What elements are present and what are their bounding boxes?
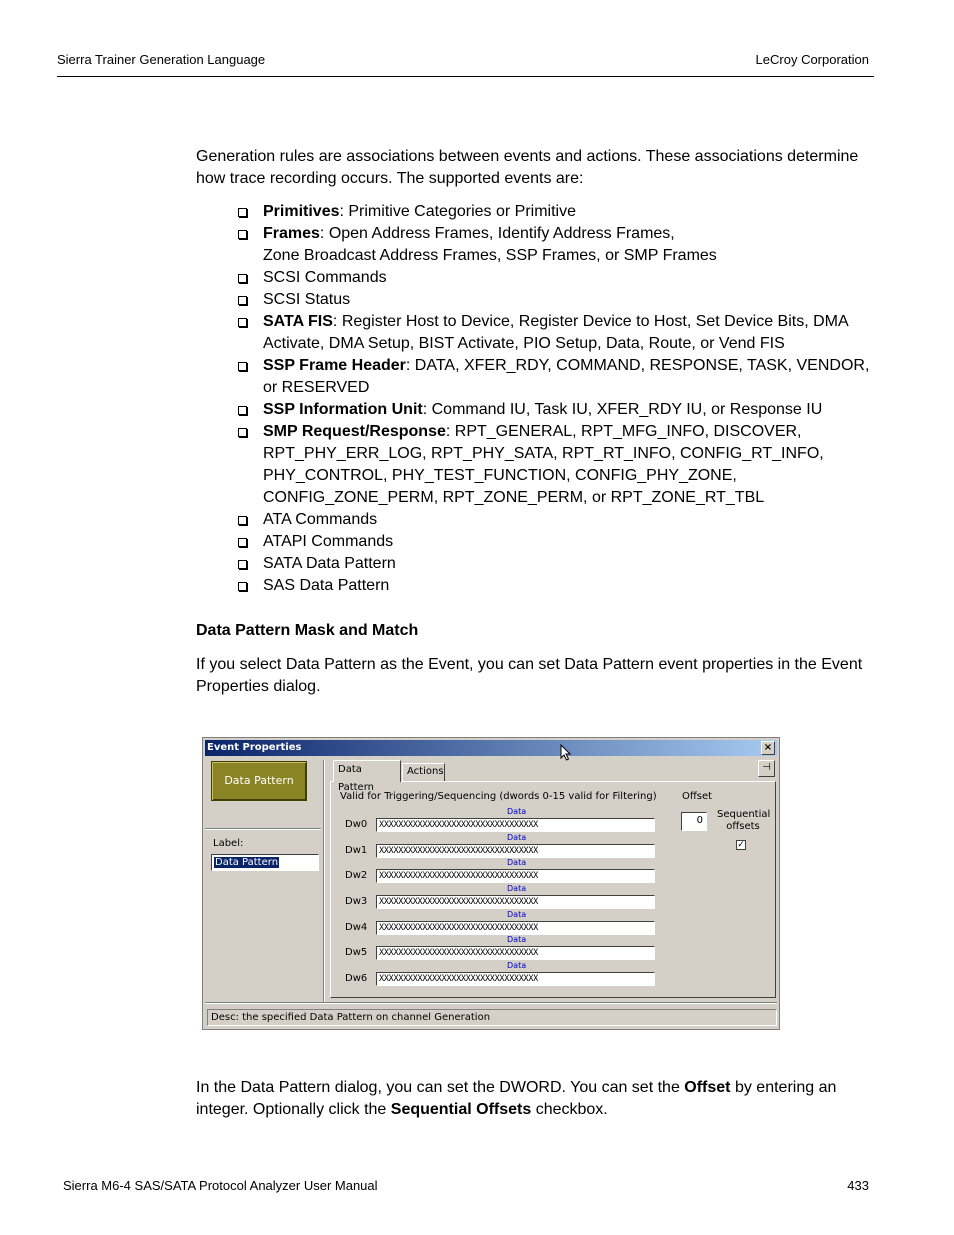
dword-input[interactable]: XXXXXXXXXXXXXXXXXXXXXXXXXXXXXXXXX	[376, 946, 655, 960]
dword-input[interactable]: XXXXXXXXXXXXXXXXXXXXXXXXXXXXXXXXX	[376, 921, 655, 935]
list-item: SCSI Status	[237, 289, 877, 311]
page-number: 433	[847, 1178, 869, 1193]
dword-row	[345, 910, 665, 936]
label-caption: Label:	[213, 838, 244, 849]
dword-row	[345, 858, 665, 884]
close-button[interactable]: ×	[761, 741, 775, 755]
dword-row	[345, 807, 665, 833]
list-item: SMP Request/Response: RPT_GENERAL, RPT_MFG_INFO, DISCOVER, RPT_PHY_ERR_LOG, RPT_PHY_SATA, RPT_RT_INFO, CONFIG_RT_INFO, PHY_CONTROL, PHY_TEST_FUNCTION, CONFIG_PHY_ZONE, CONFIG_ZONE_PERM, RPT_ZONE_PERM, or RPT_ZONE_RT_TBL	[237, 421, 877, 509]
checkbox-bullet-icon	[238, 318, 247, 327]
tab-data-pattern[interactable]: Data Pattern	[333, 760, 401, 782]
dword-label: Dw6	[345, 973, 368, 984]
checkbox-bullet-icon	[238, 406, 247, 415]
event-properties-dialog	[202, 737, 780, 1030]
dword-label: Dw0	[345, 819, 368, 830]
header-rule	[57, 76, 874, 77]
dialog-title: Event Properties	[207, 742, 302, 753]
list-item: SCSI Commands	[237, 267, 877, 289]
checkbox-bullet-icon	[238, 560, 247, 569]
checkbox-bullet-icon	[238, 274, 247, 283]
running-header-title: Sierra Trainer Generation Language	[57, 52, 266, 67]
section-paragraph: If you select Data Pattern as the Event, you can set Data Pattern event properties in the Event Properties dialog.	[196, 656, 863, 695]
list-item: SSP Information Unit: Command IU, Task IU, XFER_RDY IU, or Response IU	[237, 399, 877, 421]
data-caption: Data	[507, 884, 527, 893]
checkbox-bullet-icon	[238, 538, 247, 547]
data-caption: Data	[507, 935, 527, 944]
dword-row	[345, 833, 665, 859]
dword-input[interactable]: XXXXXXXXXXXXXXXXXXXXXXXXXXXXXXXXX	[376, 818, 655, 832]
section-heading: Data Pattern Mask and Match	[196, 622, 419, 639]
tab-actions[interactable]: Actions	[402, 763, 445, 781]
checkbox-bullet-icon	[238, 230, 247, 239]
checkbox-bullet-icon	[238, 362, 247, 371]
dword-label: Dw3	[345, 896, 368, 907]
closing-paragraph: In the Data Pattern dialog, you can set the DWORD. You can set the Offset by entering an integer. Optionally click the Sequential Offsets checkbox.	[196, 1079, 837, 1118]
offset-label: Offset	[682, 791, 713, 802]
dword-label: Dw2	[345, 870, 368, 881]
pin-button[interactable]: ⊣	[758, 760, 775, 777]
dialog-title-bar	[205, 740, 777, 756]
list-item: ATA Commands	[237, 509, 877, 531]
data-caption: Data	[507, 961, 527, 970]
data-caption: Data	[507, 910, 527, 919]
list-item: Frames: Open Address Frames, Identify Address Frames, Zone Broadcast Address Frames, SSP Frames, or SMP Frames	[237, 223, 877, 267]
dword-label: Dw1	[345, 845, 368, 856]
checkbox-bullet-icon	[238, 208, 247, 217]
dword-input[interactable]: XXXXXXXXXXXXXXXXXXXXXXXXXXXXXXXXX	[376, 869, 655, 883]
dword-label: Dw5	[345, 947, 368, 958]
dword-input[interactable]: XXXXXXXXXXXXXXXXXXXXXXXXXXXXXXXXX	[376, 895, 655, 909]
checkbox-bullet-icon	[238, 296, 247, 305]
dword-row	[345, 935, 665, 961]
dword-label: Dw4	[345, 922, 368, 933]
data-caption: Data	[507, 833, 527, 842]
valid-note: Valid for Triggering/Sequencing (dwords 0-15 valid for Filtering)	[340, 791, 657, 802]
event-type-button[interactable]: Data Pattern	[211, 761, 307, 801]
list-item: SATA FIS: Register Host to Device, Register Device to Host, Set Device Bits, DMA Activate, DMA Setup, BIST Activate, PIO Setup, Data, Route, or Vend FIS	[237, 311, 877, 355]
description-bar: Desc: the specified Data Pattern on channel Generation	[207, 1009, 777, 1026]
dword-input[interactable]: XXXXXXXXXXXXXXXXXXXXXXXXXXXXXXXXX	[376, 844, 655, 858]
list-item: ATAPI Commands	[237, 531, 877, 553]
sequential-offsets-label: Sequential offsets	[717, 809, 771, 832]
label-input[interactable]: Data Pattern	[211, 854, 319, 871]
offset-input[interactable]: 0	[681, 812, 707, 831]
data-caption: Data	[507, 858, 527, 867]
list-item: SAS Data Pattern	[237, 575, 877, 597]
event-list	[237, 201, 877, 597]
checkbox-bullet-icon	[238, 582, 247, 591]
divider	[323, 760, 324, 1002]
list-item: SATA Data Pattern	[237, 553, 877, 575]
mouse-cursor-icon	[560, 744, 572, 762]
intro-paragraph: Generation rules are associations between events and actions. These associations determine how trace recording occurs. The supported events are:	[196, 148, 859, 187]
running-header-company: LeCroy Corporation	[755, 52, 869, 67]
checkbox-bullet-icon	[238, 516, 247, 525]
list-item: SSP Frame Header: DATA, XFER_RDY, COMMAND, RESPONSE, TASK, VENDOR, or RESERVED	[237, 355, 877, 399]
running-footer-title: Sierra M6-4 SAS/SATA Protocol Analyzer User Manual	[63, 1178, 378, 1193]
divider	[205, 828, 321, 829]
checkbox-bullet-icon	[238, 428, 247, 437]
data-caption: Data	[507, 807, 527, 816]
dword-row	[345, 961, 665, 987]
list-item: Primitives: Primitive Categories or Primitive	[237, 201, 877, 223]
sequential-offsets-checkbox[interactable]: ✓	[737, 840, 745, 850]
divider	[205, 1002, 777, 1003]
dword-input[interactable]: XXXXXXXXXXXXXXXXXXXXXXXXXXXXXXXXX	[376, 972, 655, 986]
dword-row	[345, 884, 665, 910]
